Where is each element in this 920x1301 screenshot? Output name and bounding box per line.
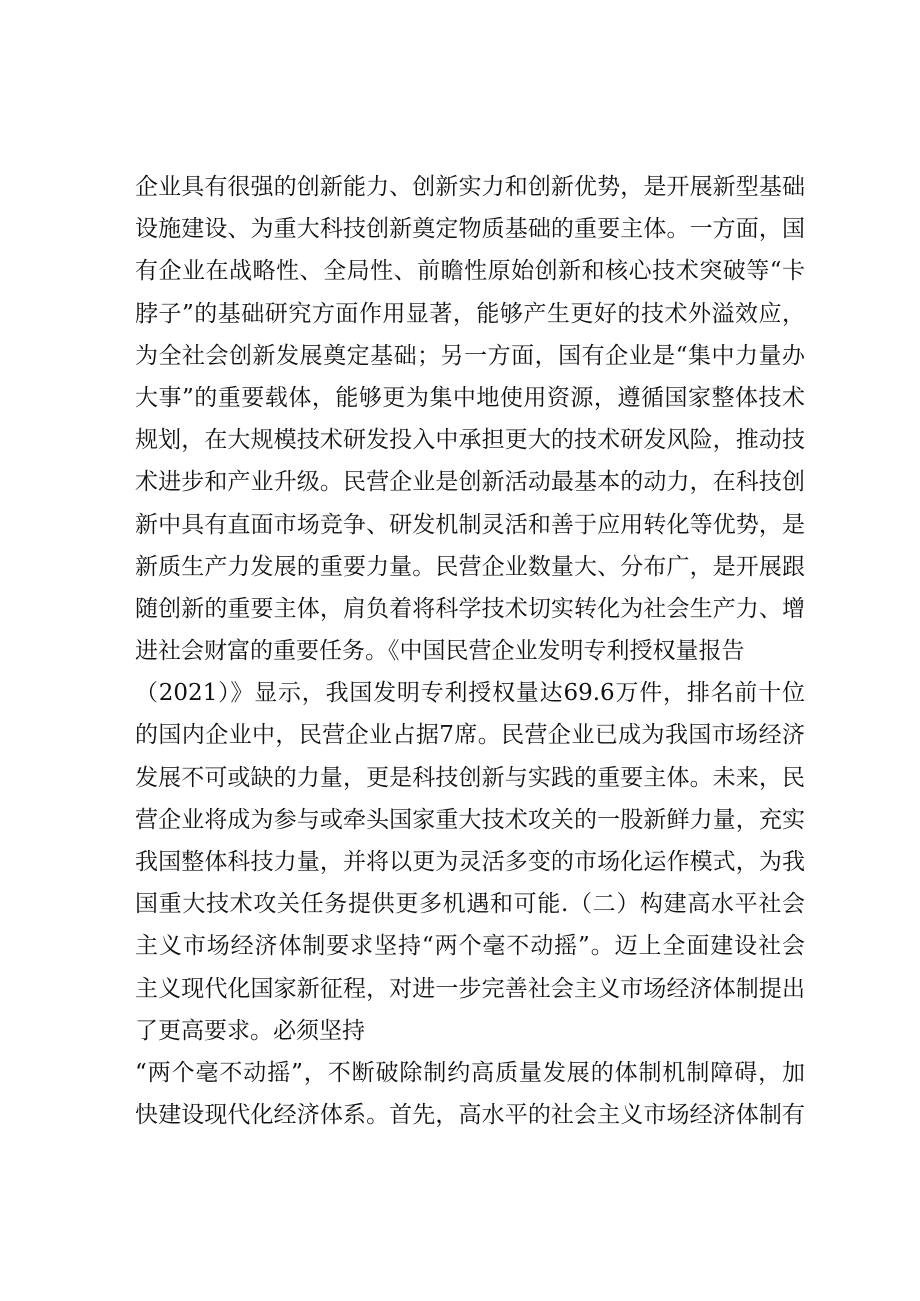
text-line: 企业具有很强的创新能力、创新实力和创新优势，是开展新型基础 — [135, 174, 805, 200]
text-line: 新质生产力发展的重要力量。民营企业数量大、分布广，是开展跟 — [135, 553, 805, 580]
text-line: 主义市场经济体制要求坚持“两个毫不动摇”。迈上全面建设社会 — [135, 933, 805, 960]
text-line: 术进步和产业升级。民营企业是创新活动最基本的动力，在科技创 — [135, 469, 805, 496]
text-line: 主义现代化国家新征程，对进一步完善社会主义市场经济体制提出 — [135, 975, 805, 1002]
text-line: 营企业将成为参与或牵头国家重大技术攻关的一股新鲜力量，充实 — [135, 806, 805, 833]
text-line: 快建设现代化经济体系。首先，高水平的社会主义市场经济体制有 — [135, 1102, 805, 1129]
text-line: 随创新的重要主体，肩负着将科学技术切实转化为社会生产力、增 — [135, 595, 805, 622]
text-line: 有企业在战略性、全局性、前瞻性原始创新和核心技术突破等“卡 — [135, 258, 805, 285]
body-paragraph — [135, 166, 805, 1136]
text-line: 脖子”的基础研究方面作用显著，能够产生更好的技术外溢效应， — [135, 300, 805, 327]
text-line: 进社会财富的重要任务。《中国民营企业发明专利授权量报告 — [135, 638, 745, 665]
text-line: 发展不可或缺的力量，更是科技创新与实践的重要主体。未来，民 — [135, 764, 805, 791]
text-line: （2021）》显示，我国发明专利授权量达69.6万件，排名前十位 — [135, 680, 805, 707]
text-line: 大事”的重要载体，能够更为集中地使用资源，遵循国家整体技术 — [135, 384, 805, 411]
text-line: “两个毫不动摇”，不断破除制约高质量发展的体制机制障碍，加 — [135, 1059, 805, 1086]
text-line: 设施建设、为重大科技创新奠定物质基础的重要主体。一方面，国 — [135, 216, 805, 243]
text-line: 了更高要求。必须坚持 — [135, 1017, 365, 1044]
text-line: 规划，在大规模技术研发投入中承担更大的技术研发风险，推动技 — [135, 427, 805, 454]
text-line: 新中具有直面市场竞争、研发机制灵活和善于应用转化等优势，是 — [135, 511, 805, 538]
text-line: 为全社会创新发展奠定基础；另一方面，国有企业是“集中力量办 — [135, 342, 805, 369]
text-line: 的国内企业中，民营企业占据7席。民营企业已成为我国市场经济 — [135, 722, 805, 749]
text-line: 我国整体科技力量，并将以更为灵活多变的市场化运作模式，为我 — [135, 849, 805, 875]
text-line: 国重大技术攻关任务提供更多机遇和可能.（二）构建高水平社会 — [135, 891, 805, 918]
